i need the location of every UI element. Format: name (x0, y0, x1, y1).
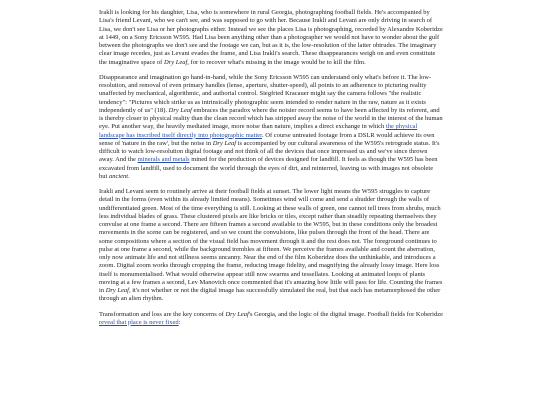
italic-title: ancient (108, 172, 129, 180)
inline-link[interactable]: minerals and metals (137, 156, 190, 164)
italic-title: Dry Leaf (163, 58, 188, 66)
paragraph-text: 's Georgia, and the logic of the digital image. Football fields for Koberidze (248, 310, 443, 318)
paragraph-text: Irakli and Levani seem to routinely arrive at their football fields at sunset. The lower light means the W595 struggles to capture detail in the forms (even within its already limited means). Sometimes wind will come and send a shudder through the walls of undifferentiated green. Most of the time everything is still. Looking at these walls of green, one cannot tell trees from shrubs, much less individual blades of grass. These clustered pixels are like bricks or tiles, except rather than steadily repeating themselves they convulse at one frame a second. There are fifteen frames a second available to the W595, but in these conditions only the broadest movements in the scene can be registered, and so we count the convulsions, like pulses through the front of the head. There are some compositions where a section of the visual field has movement through it and the rest does not. The foreground continues to pulse at one frame a second, while the background trembles at fifteen. We perceive the frames available and count the aberration, only now animate life and not stillness seems uncanny. Near the end of the film Koberidze does the unthinkable, and introduces a zoom. Digital zoom works through cropping the frame, reducing image fidelity, and magnifying the already lossy image. Here loss itself is monumentalised. What would otherwise appear still now swarms and tessellates. Looking at animated loops of plants moving at a few frames a second, Lev Manovich once commented that it's amazing how little will pass for life. Counting the frames in (99, 188, 443, 294)
italic-title: Dry Leaf (168, 106, 192, 114)
paragraph-text: , for to recover what's missing in the image would be to kill the film. (187, 58, 366, 66)
paragraph-text: . (128, 172, 130, 180)
paragraph-text: Transformation and loss are the key concerns of (99, 310, 226, 318)
paragraph-text: Irakli is looking for his daughter, Lisa, who is somewhere in rural Georgia, photographing football fields. He's accompanied by Lisa's friend Levani, who we can't see, and was supposed to go with her. Because Irakli and Levani are only driving in search of Lisa, we don't see Lisa or her photographs either. Instead we see the places Lisa is photographing, recorded by Alexandre Koberidze at 1449, on a Sony Ericsson W595. Had Lisa been anything other than a photographer we would not have to wonder about the gulf between the photographs we don't see and the footage we can, but as it is, the low-resolution of the latter obtrudes. The imaginary clear image recedes, just as Levani evades the frame, and Lisa Irakli's search. These disappearances weigh on and even constitute the imaginative space of (99, 9, 443, 66)
italic-title: Dry Leaf (212, 139, 237, 147)
paragraph-text: mined for the production of devices designed for landfill. It feels as though the W595 has been excavated from landfill, used to document the world through the eyes of dirt, and reinterred, leaving us with images not obsolete but (99, 156, 438, 180)
italic-title: Dry Leaf (105, 287, 129, 294)
inline-link[interactable]: reveal that place is never fixed (99, 318, 179, 326)
paragraph-text: is accompanied by our cultural awareness of the W595's retrograde status. It's difficult to watch low-resolution digital footage and not think of all the devices that once impressed us and we've since thrown away. And the (99, 139, 440, 164)
italic-title: Dry Leaf (225, 310, 249, 318)
paragraph-4 (99, 311, 443, 328)
paragraph-text: , it's not whether or not the digital image has successfully simulated the real, but that each has metamorphosed the other through an alien rhythm. (99, 287, 441, 303)
paragraph-1 (99, 9, 443, 67)
paragraph-2 (99, 74, 443, 181)
paragraph-3 (99, 188, 443, 304)
paragraph-text: embraces the paradox where the noisier record seems to have been affected by its referent, and is thereby closer to physical reality than the clean record which has stripped away the noise of the world in the interest of the human eye. Put another way, the heavily mediated image, more noise than nature, implies a direct exchange in which (99, 106, 443, 131)
paragraph-text: Disappearance and imagination go hand-in-hand, while the Sony Ericsson W595 can understand only what's before it. The low-resolution, and removal of even primary handles (lense, aperture, shutter-speed), all points to an adherence to picturing reality unaffected by mechanical, algorithmic, and authorial control. Siegfried Kracauer might say the camera follows "the realistic tendency": "Pictures which strike us as intrinsically photographic seem intended to render nature in the raw, nature as it exists independently of us" (18). (99, 73, 432, 114)
paragraph-text: . Of course untreated footage from a DSLR would achieve its own sense of 'nature in the raw', but the noise in (99, 131, 435, 147)
article-body (99, 9, 443, 334)
paragraph-text: : (178, 318, 181, 326)
inline-link[interactable]: the physical landscape has inscribed itself directly into photographic matter (99, 123, 418, 139)
